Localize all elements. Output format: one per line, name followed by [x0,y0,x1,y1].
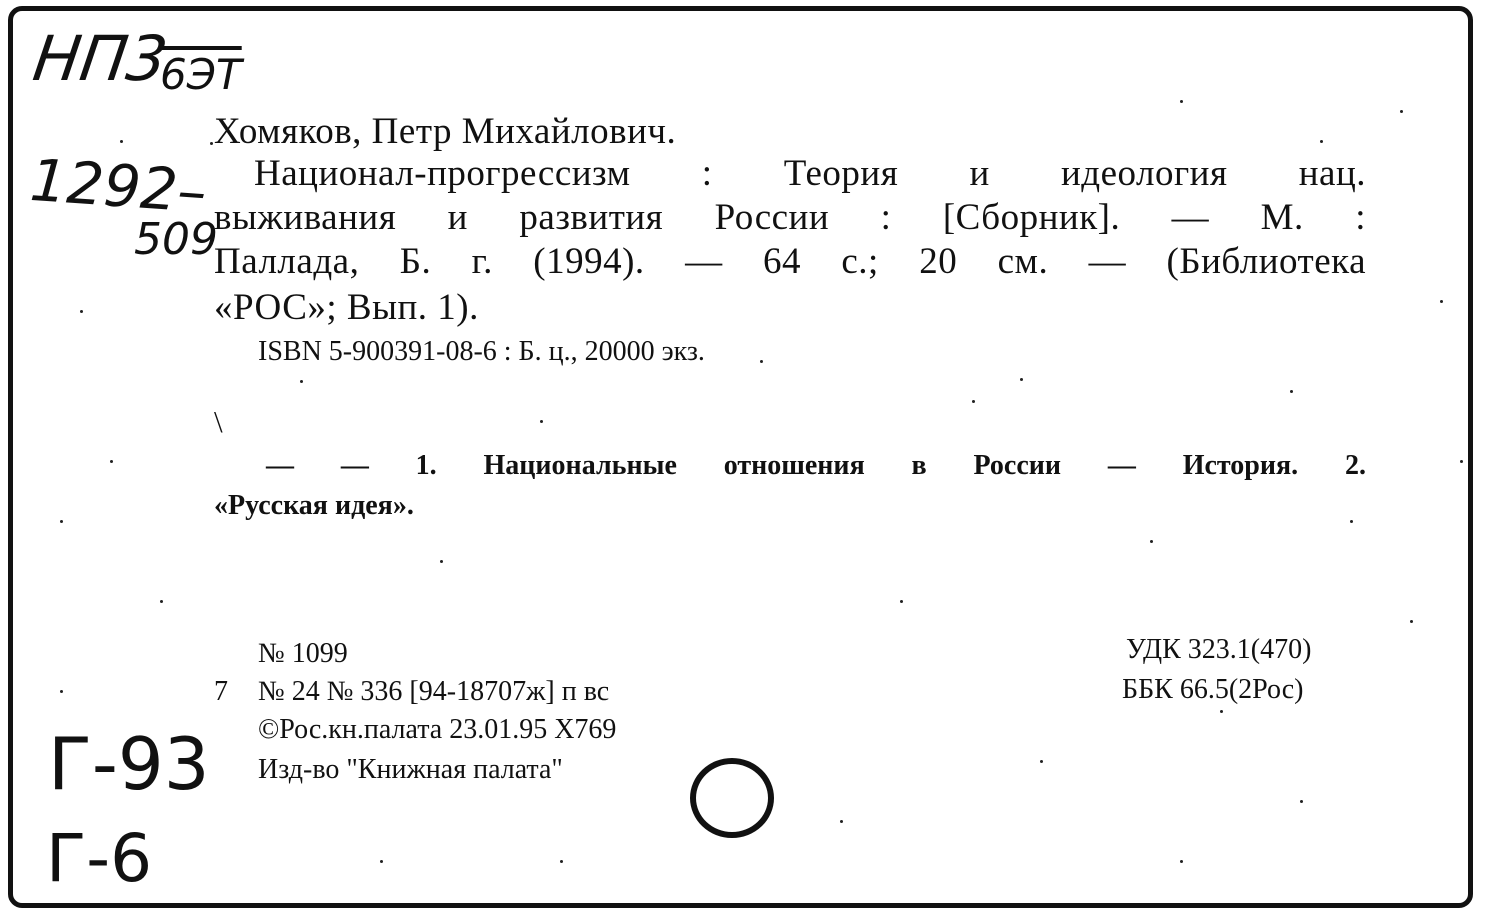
isbn-line: ISBN 5-900391-08-6 : Б. ц., 20000 экз. [258,336,705,367]
footer-copyright: ©Рос.кн.палата 23.01.95 X769 [258,714,617,745]
handwritten-shelf-code: НП3 [28,22,172,95]
subjects-line-1: — — 1. Национальные отношения в России — История. 2. [266,450,1366,481]
handwritten-shelf-code-sub: 6ЭТ [160,50,242,99]
bbk-code: ББК 66.5(2Рос) [1122,674,1304,705]
handwritten-code-g93: Г-93 [48,722,210,806]
footer-seven: 7 [214,676,228,707]
handwritten-number-a: 1292– [27,145,209,227]
subjects-line-2: «Русская идея». [214,490,414,521]
title-line-1: Национал-прогрессизм : Теория и идеология нац. [254,153,1366,194]
handwritten-number-b: 509 [134,214,218,265]
title-line-3: Паллада, Б. г. (1994). — 64 с.; 20 см. — (Библиотека [214,241,1366,282]
title-line-4: «РОС»; Вып. 1). [214,287,479,328]
footer-num-1099: № 1099 [258,638,348,669]
handwritten-code-g6: Г-6 [46,820,153,897]
footer-publisher: Изд-во "Книжная палата" [258,754,563,785]
punch-hole-icon [690,758,774,838]
author-heading: Хомяков, Петр Михайлович. [214,111,677,152]
stray-mark: \ [214,404,223,439]
title-line-2: выживания и развития России : [Сборник]. — М. : [214,197,1366,238]
udk-code: УДК 323.1(470) [1126,634,1312,665]
footer-num-line: № 24 № 336 [94-18707ж] п вс [258,676,610,707]
